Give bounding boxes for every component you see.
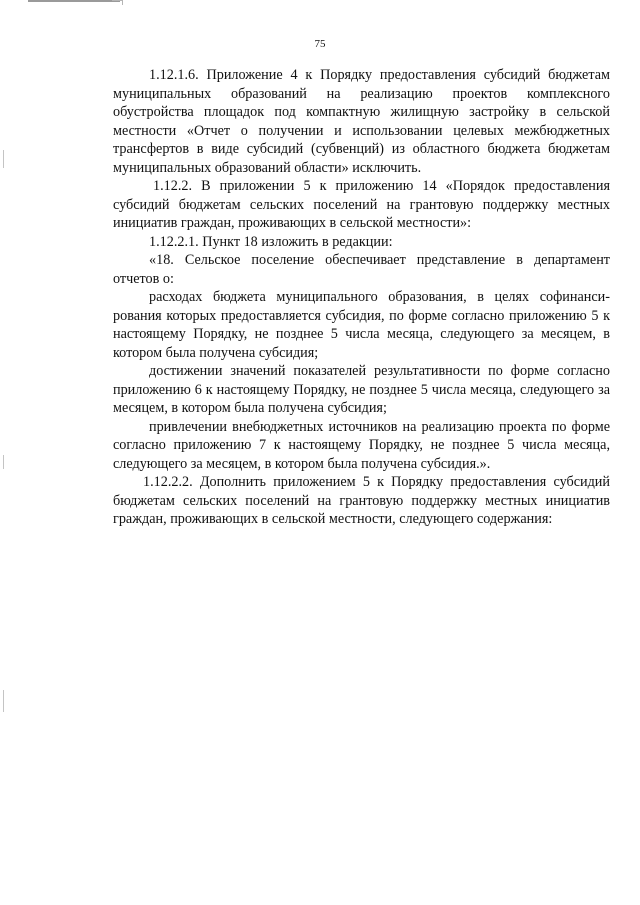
scan-margin-mark	[3, 455, 4, 469]
paragraph-1-12-1-6: 1.12.1.6. Приложение 4 к Порядку предоставления субсидий бюджетам муниципальных образований на реализацию проектов комплексного обустройства площадок под компактную жилищную застройку в сельской местности «Отчет о получении и использовании целевых межбюджетных трансфертов в виде субсидий (субвенций) из областного бюджета бюджетам муниципальных образований области» исключить.	[113, 67, 610, 176]
paragraph-report-extrabudgetary: привлечении внебюджетных источников на реализацию проекта по форме согласно приложению 7 к настоящему Порядку, не позднее 5 числа месяца, следующего за месяцем, в котором была получена субсидия.».	[113, 418, 610, 472]
scan-edge-mark-tail	[112, 0, 123, 5]
scan-edge-mark	[28, 0, 120, 2]
paragraph-1-12-2-2: 1.12.2.2. Дополнить приложением 5 к Порядку предоставления субсидий бюджетам сельских поселений на грантовую поддержку местных инициатив граждан, проживающих в сельской местности, следующего содержания:	[113, 474, 610, 527]
paragraph-report-indicators: достижении значений показателей результативности по форме согласно приложению 6 к настоящему Порядку, не позднее 5 числа месяца, следующего за месяцем, в котором была получена субсидия;	[113, 363, 610, 416]
paragraph-1-12-2: 1.12.2. В приложении 5 к приложению 14 «Порядок предоставления субсидий бюджетам сельских поселений на грантовую поддержку местных инициатив граждан, проживающих в сельской местности»:	[113, 178, 610, 231]
scan-margin-mark	[3, 150, 4, 168]
scan-margin-mark	[3, 690, 4, 712]
paragraph-report-expenses: расходах бюджета муниципального образования, в целях софинансирования которых предоставляется субсидия, по форме согласно приложению 5 к настоящему Порядку, не позднее 5 числа месяца, следующего за месяцем, в котором была получена субсидия;	[113, 289, 610, 361]
paragraph-1-12-2-1: 1.12.2.1. Пункт 18 изложить в редакции:	[149, 233, 393, 250]
page-number: 75	[314, 38, 326, 50]
document-body	[113, 66, 610, 529]
paragraph-point-18: «18. Сельское поселение обеспечивает представление в департамент отчетов о:	[113, 252, 610, 287]
